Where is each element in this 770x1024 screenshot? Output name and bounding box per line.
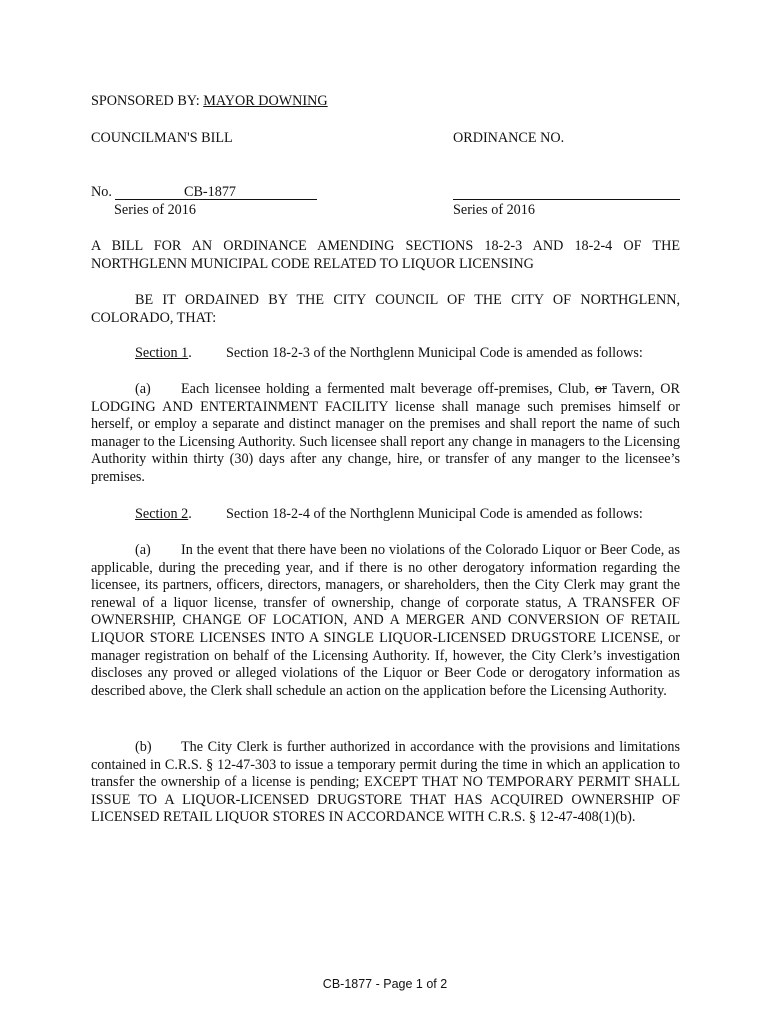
section-2-label: Section 2 xyxy=(135,506,189,522)
section-1-text: Section 18-2-3 of the Northglenn Municipal Code is amended as follows: xyxy=(226,345,643,361)
section-1-label: Section 1 xyxy=(135,345,189,361)
series-left: Series of 2016 xyxy=(114,202,196,218)
section-1-para-a-marker: (a) xyxy=(135,381,151,397)
section-2-para-b xyxy=(91,739,680,827)
section-2-para-b-marker: (b) xyxy=(135,739,152,755)
bill-title: A BILL FOR AN ORDINANCE AMENDING SECTIONS 18-2-3 AND 18-2-4 OF THE NORTHGLENN MUNICIPAL CODE RELATED TO LIQUOR LICENSING xyxy=(91,238,680,272)
section-1-para-a-post: Tavern, OR LODGING AND ENTERTAINMENT FACILITY license shall manage such premises himself or herself, or employ a separate and distinct manager on the premises and shall report the name of such manager to the Licensing Authority. Such licensee shall report any change in managers to the Licensing Authority within thirty (30) days after any change, hire, or transfer of any manger to the licensee’s premises. xyxy=(91,381,681,485)
section-1-para-a xyxy=(91,381,680,487)
struck-text: or xyxy=(594,381,607,397)
section-2-para-b-text: The City Clerk is further authorized in accordance with the provisions and limitations contained in C.R.S. § 12-47-303 to issue a temporary permit during the time in which an application to transfer the ownership of a license is pending; EXCEPT THAT NO TEMPORARY PERMIT SHALL ISSUE TO A LIQUOR-LICENSED DRUGSTORE THAT HAS ACQUIRED OWNERSHIP OF LICENSED RETAIL LIQUOR STORES IN ACCORDANCE WITH C.R.S. § 12-47-408(1)(b). xyxy=(91,739,680,826)
bill-label: COUNCILMAN'S BILL xyxy=(91,130,233,146)
section-2-para-a xyxy=(91,542,680,700)
section-2-heading: Section 2. Section 18-2-4 of the Northglenn Municipal Code is amended as follows: xyxy=(135,506,643,522)
section-2-text: Section 18-2-4 of the Northglenn Municipal Code is amended as follows: xyxy=(226,506,643,522)
section-1-para-a-pre: Each licensee holding a fermented malt beverage off-premises, Club, xyxy=(181,381,590,397)
enacting-clause: BE IT ORDAINED BY THE CITY COUNCIL OF THE CITY OF NORTHGLENN, COLORADO, THAT: xyxy=(91,292,680,326)
page-footer: CB-1877 - Page 1 of 2 xyxy=(322,977,448,991)
sponsor-name: MAYOR DOWNING xyxy=(203,93,328,109)
sponsored-label: SPONSORED BY: xyxy=(91,93,200,109)
bill-number: CB-1877 xyxy=(184,184,237,200)
section-1-heading: Section 1. Section 18-2-3 of the Northglenn Municipal Code is amended as follows: xyxy=(135,345,643,361)
section-2-para-a-text: In the event that there have been no violations of the Colorado Liquor or Beer Code, as applicable, during the preceding year, and if there is no other derogatory information regarding the licensee, its partners, officers, directors, managers, or shareholders, then the City Clerk may grant the renewal of a liquor license, transfer of ownership, change of corporate status, A TRANSFER OF OWNERSHIP, CHANGE OF LOCATION, AND A MERGER AND CONVERSION OF RETAIL LIQUOR STORE LICENSES INTO A SINGLE LIQUOR-LICENSED DRUGSTORE LICENSE, or manager registration on behalf of the Licensing Authority. If, however, the City Clerk’s investigation discloses any proved or alleged violations of the Liquor or Beer Code or derogatory information as described above, the Clerk shall schedule an action on the application before the Licensing Authority. xyxy=(91,542,680,699)
section-2-para-a-marker: (a) xyxy=(135,542,151,558)
series-right: Series of 2016 xyxy=(453,202,535,218)
ordinance-no-line xyxy=(453,199,680,200)
bill-no-label: No. xyxy=(91,184,112,200)
ordinance-label: ORDINANCE NO. xyxy=(453,130,565,146)
sponsor-line xyxy=(91,93,680,111)
